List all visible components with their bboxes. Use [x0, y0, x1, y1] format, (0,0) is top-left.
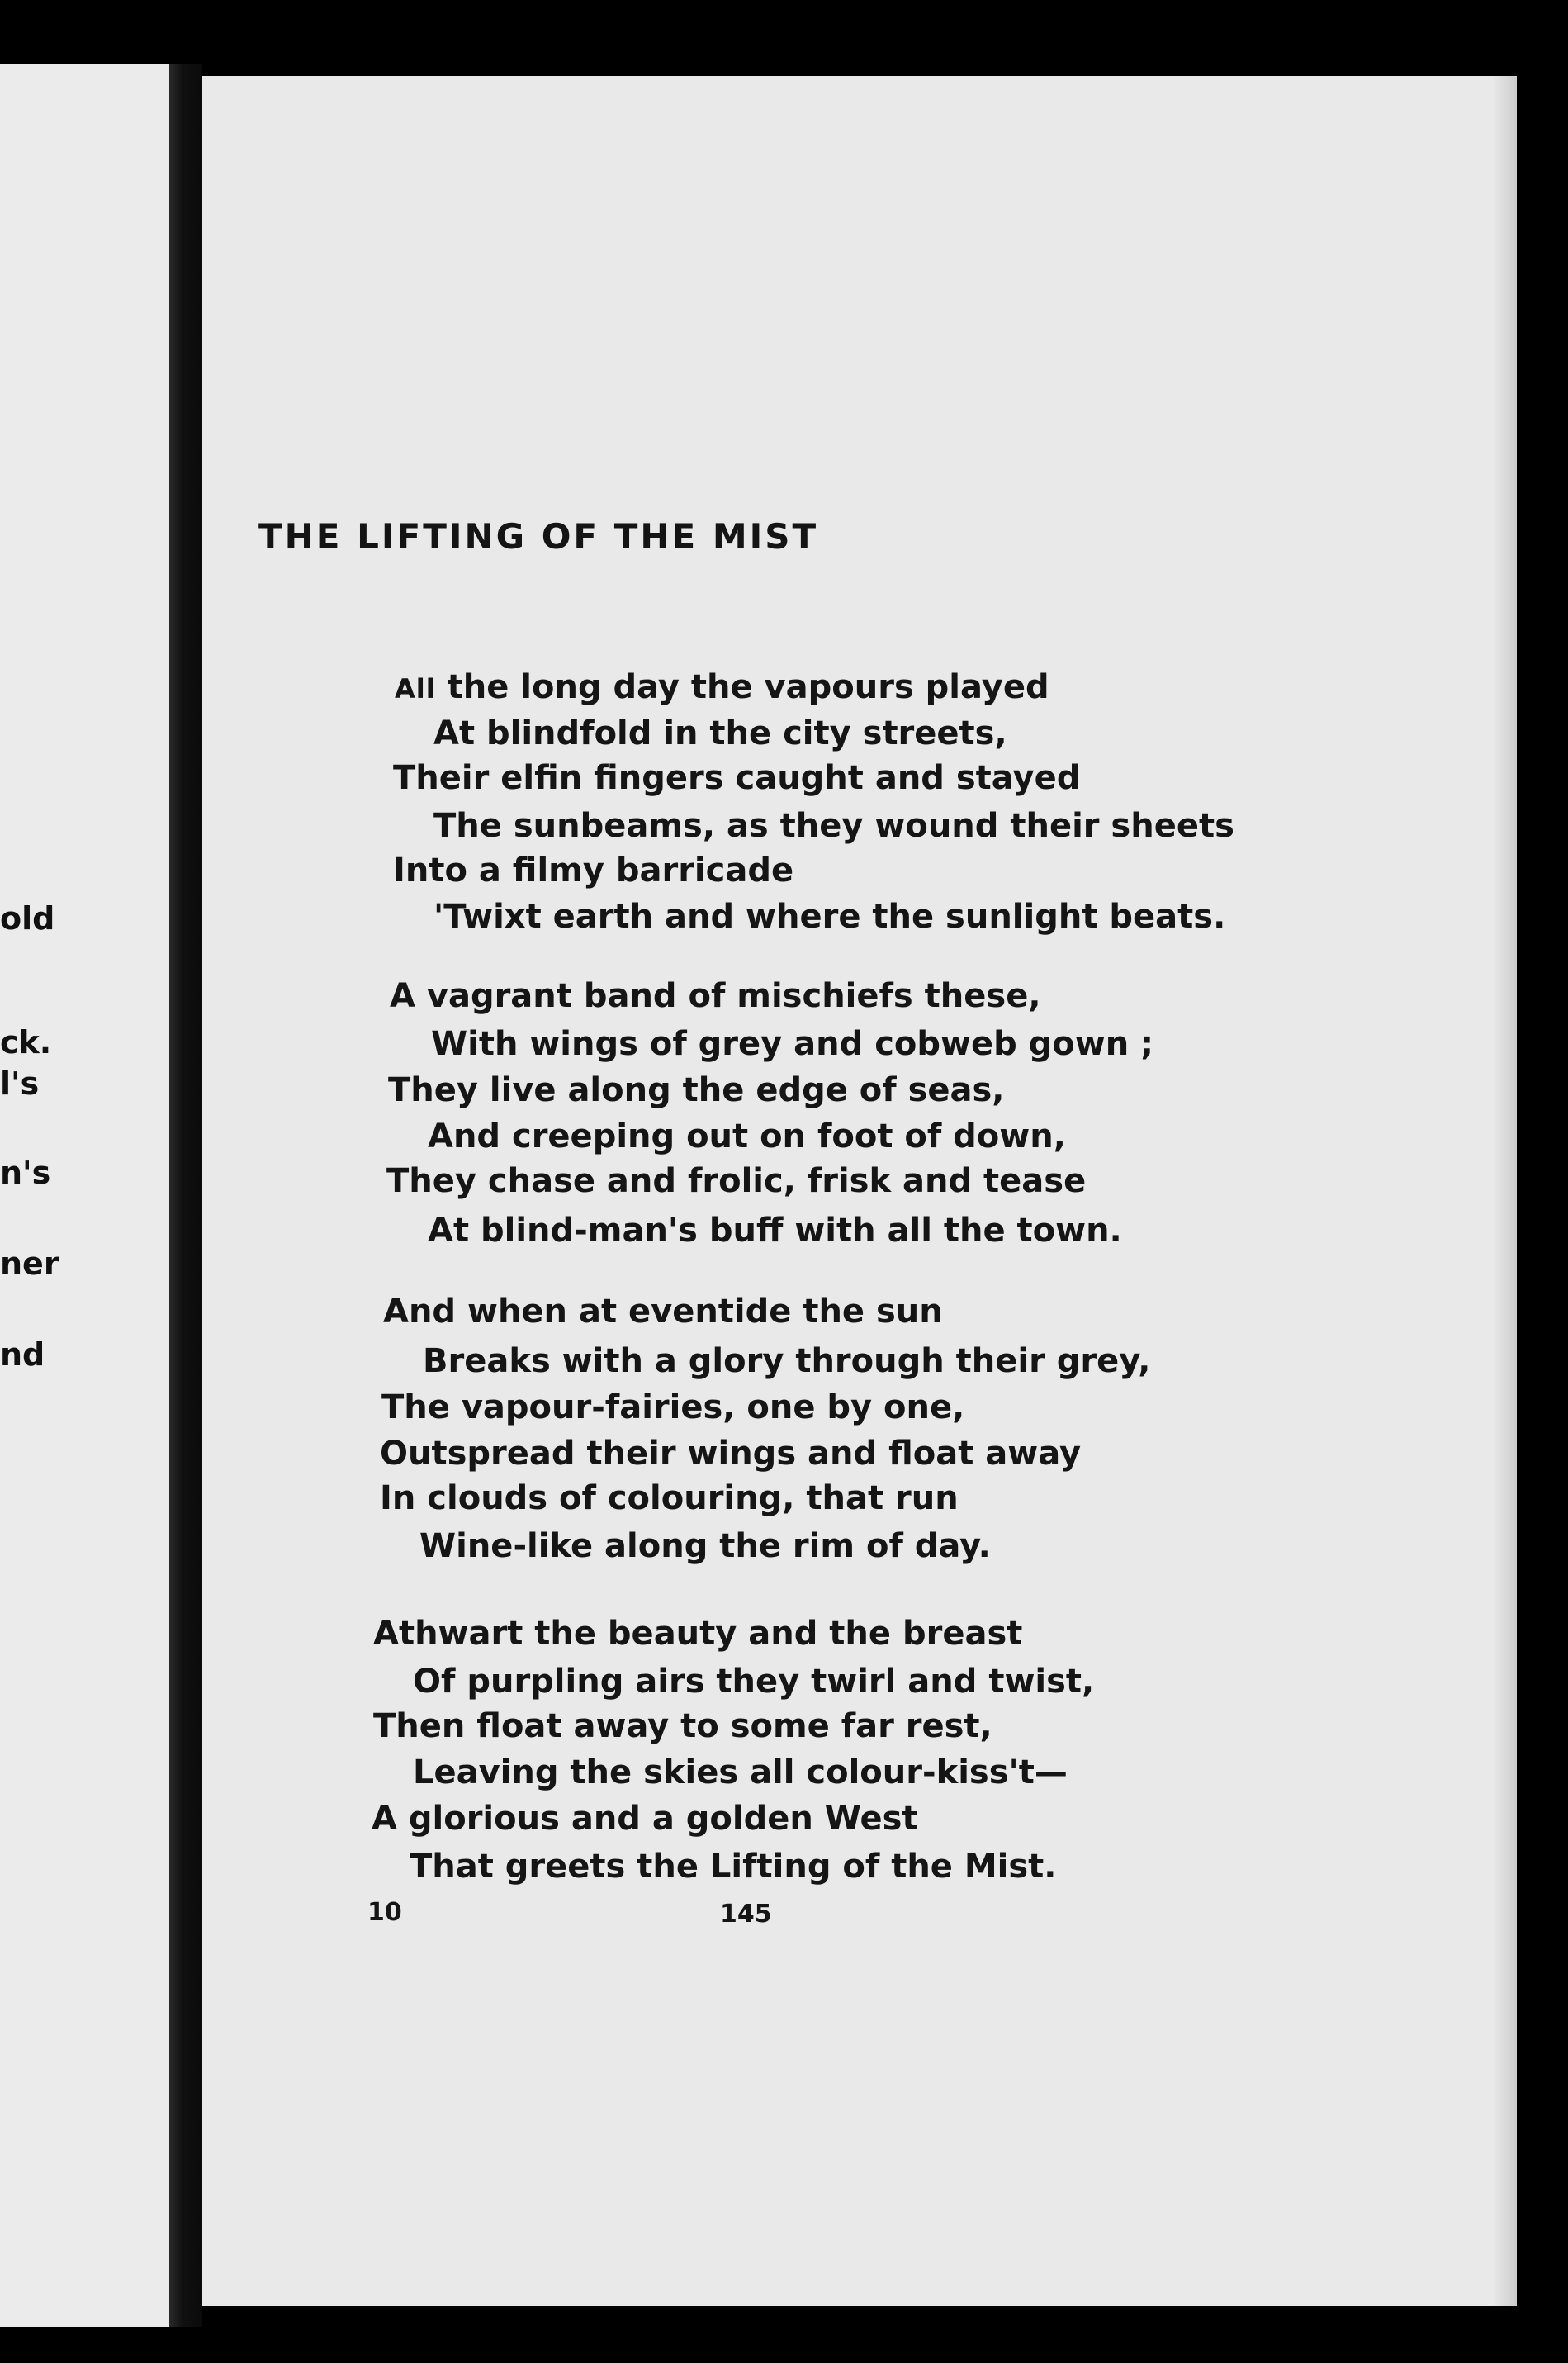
poem-line: Into a filmy barricade — [393, 852, 794, 890]
page-number: 145 — [720, 1900, 772, 1929]
poem-line: Breaks with a glory through their grey, — [423, 1342, 1151, 1380]
poem-line — [395, 668, 1049, 706]
poem-line: Athwart the beauty and the breast — [373, 1615, 1023, 1653]
poem-line: Outspread their wings and float away — [380, 1435, 1082, 1473]
poem-line: At blind-man's buff with all the town. — [428, 1212, 1122, 1250]
facing-page-fragment: l's — [0, 1065, 40, 1102]
small-caps-opening: All — [395, 673, 436, 705]
poem-line: Of purpling airs they twirl and twist, — [413, 1663, 1095, 1701]
poem-line: They live along the edge of seas, — [388, 1071, 1005, 1109]
poem-line: The vapour-fairies, one by one, — [381, 1388, 965, 1426]
facing-page-fragment: ner — [0, 1246, 59, 1282]
poem-line-text: the long day the vapours played — [435, 668, 1049, 706]
poem-line: That greets the Lifting of the Mist. — [410, 1848, 1057, 1886]
poem-line: Wine-like along the rim of day. — [419, 1527, 991, 1565]
poem-line: The sunbeams, as they wound their sheets — [433, 807, 1234, 845]
poem-line: 'Twixt earth and where the sunlight beats. — [433, 898, 1226, 936]
page-edge-shadow — [1492, 76, 1517, 2306]
poem-line: With wings of grey and cobweb gown ; — [431, 1025, 1154, 1063]
facing-page-fragment: nd — [0, 1336, 45, 1373]
facing-page — [0, 64, 169, 2327]
poem-line: And creeping out on foot of down, — [428, 1117, 1066, 1155]
signature-mark: 10 — [367, 1898, 402, 1927]
poem-title: THE LIFTING OF THE MIST — [258, 516, 819, 557]
poem-line: And when at eventide the sun — [383, 1293, 943, 1331]
poem-line: They chase and frolic, frisk and tease — [386, 1162, 1087, 1200]
poem-line: At blindfold in the city streets, — [433, 714, 1007, 752]
book-gutter — [169, 64, 202, 2327]
poem-line: A glorious and a golden West — [372, 1800, 918, 1838]
facing-page-fragment: n's — [0, 1155, 51, 1191]
poem-line: Leaving the skies all colour-kiss't— — [413, 1753, 1068, 1791]
facing-page-fragment: ck. — [0, 1024, 52, 1061]
poem-line: In clouds of colouring, that run — [380, 1479, 959, 1517]
poem-line: Then float away to some far rest, — [373, 1707, 992, 1745]
poem-line: A vagrant band of mischiefs these, — [390, 977, 1041, 1015]
facing-page-fragment: old — [0, 900, 55, 937]
poem-line: Their elfin fingers caught and stayed — [393, 759, 1081, 797]
